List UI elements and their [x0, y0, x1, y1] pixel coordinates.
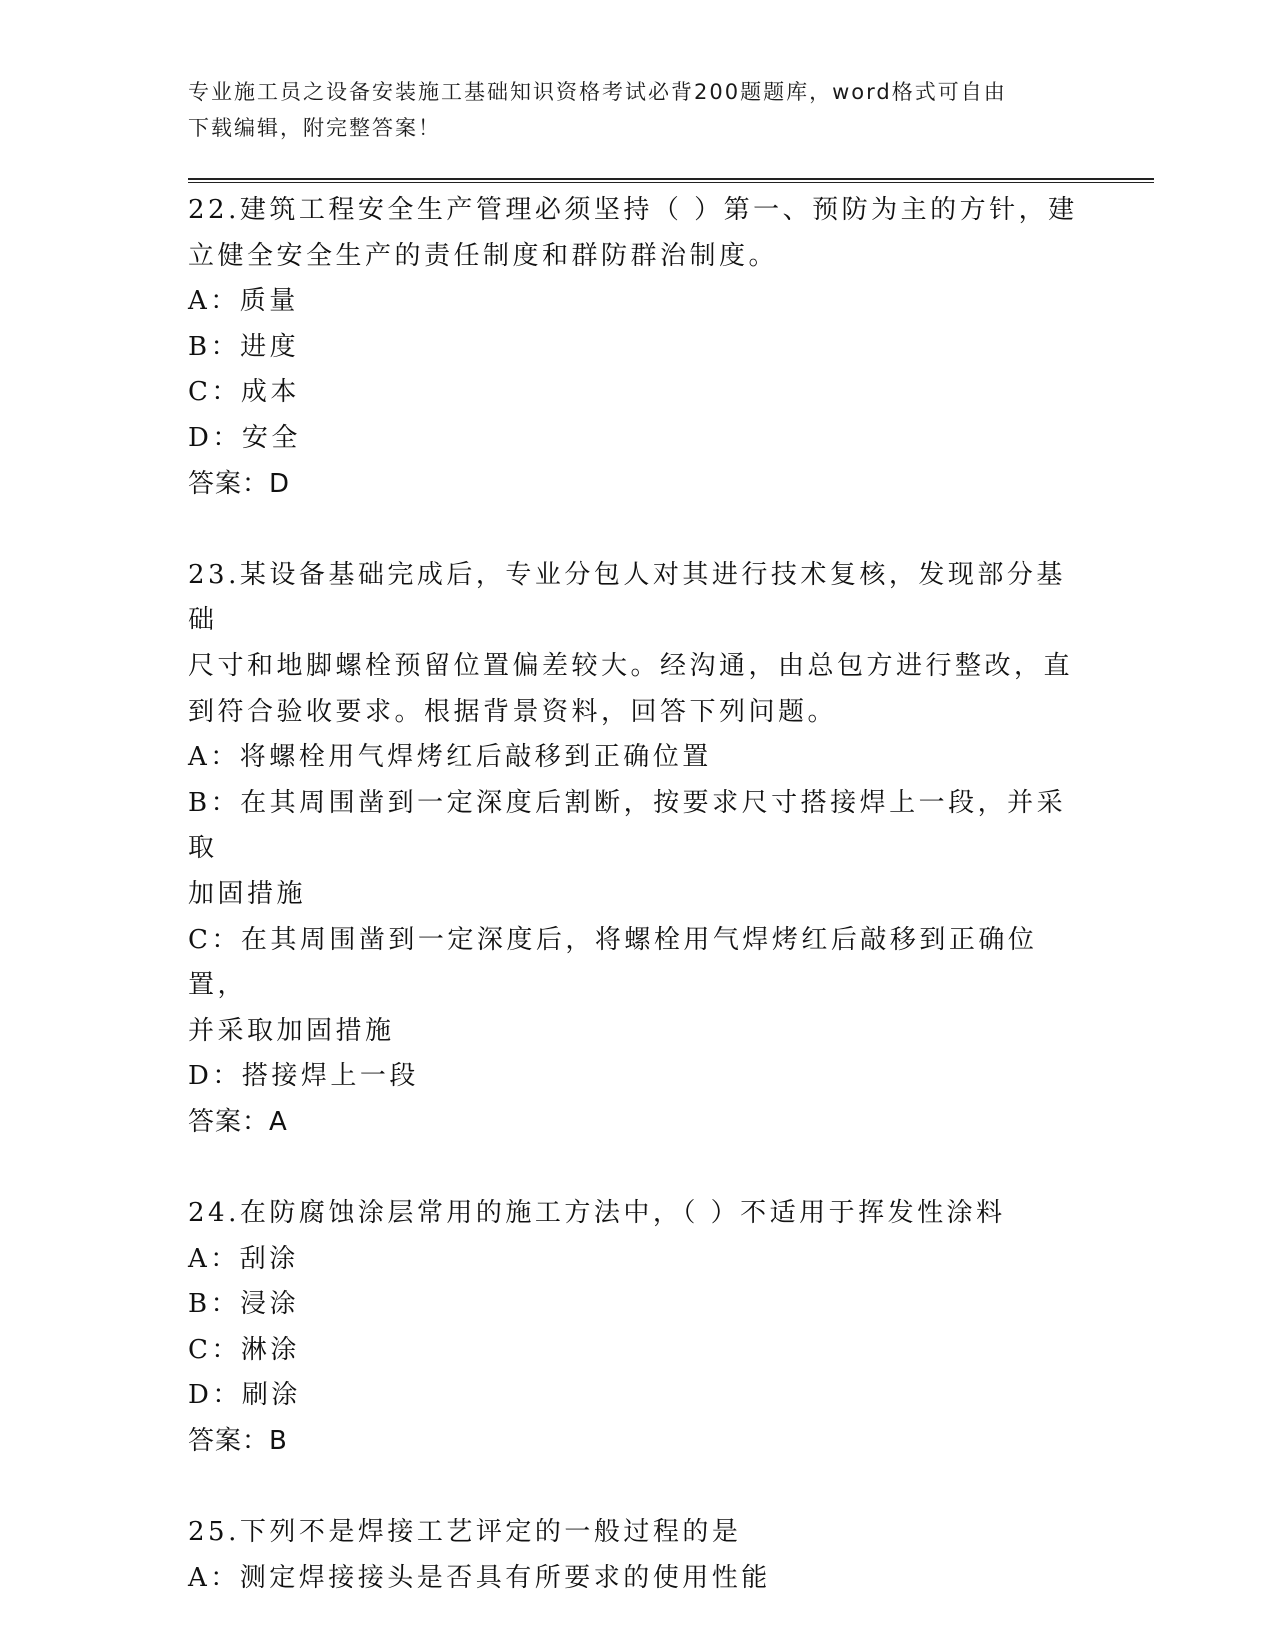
header-divider-thin	[188, 182, 1154, 183]
header-divider-thick	[188, 178, 1154, 180]
question-text-line: 到符合验收要求。根据背景资料，回答下列问题。	[188, 696, 838, 727]
question-block	[188, 188, 1088, 507]
option-line: D：安全	[188, 422, 301, 453]
question-block	[188, 553, 1088, 1146]
option-line: B：浸涂	[188, 1289, 300, 1320]
document-header	[188, 74, 1068, 146]
option-line: C：成本	[188, 377, 300, 408]
option-line: 并采取加固措施	[188, 1015, 395, 1046]
header-line-2: 下载编辑，附完整答案！	[188, 116, 441, 140]
question-text-line: 24.在防腐蚀涂层常用的施工方法中，（ ）不适用于挥发性涂料	[188, 1198, 1006, 1229]
option-line: A：质量	[188, 286, 299, 317]
question-text-line: 尺寸和地脚螺栓预留位置偏差较大。经沟通，由总包方进行整改，直	[188, 650, 1074, 681]
question-block	[188, 1510, 1088, 1601]
option-line: C：在其周围凿到一定深度后，将螺栓用气焊烤红后敲移到正确位置，	[188, 924, 1038, 1001]
option-line: D：刷涂	[188, 1380, 301, 1411]
question-text-line: 25.下列不是焊接工艺评定的一般过程的是	[188, 1517, 742, 1548]
option-line: B：进度	[188, 331, 300, 362]
option-line: D：搭接焊上一段	[188, 1061, 419, 1092]
question-text-line: 立健全安全生产的责任制度和群防群治制度。	[188, 240, 779, 271]
answer-label: 答案：B	[188, 1426, 288, 1457]
option-line: B：在其周围凿到一定深度后割断，按要求尺寸搭接焊上一段，并采取	[188, 787, 1067, 864]
question-block	[188, 1191, 1088, 1465]
option-line: A：将螺栓用气焊烤红后敲移到正确位置	[188, 742, 712, 773]
answer-label: 答案：A	[188, 1106, 288, 1137]
option-line: A：测定焊接接头是否具有所要求的使用性能	[188, 1562, 771, 1593]
option-line: 加固措施	[188, 878, 307, 909]
option-line: C：淋涂	[188, 1334, 300, 1365]
option-line: A：刮涂	[188, 1243, 299, 1274]
answer-label: 答案：D	[188, 468, 291, 499]
question-list	[188, 188, 1088, 1601]
question-text-line: 23.某设备基础完成后，专业分包人对其进行技术复核，发现部分基础	[188, 559, 1066, 636]
header-line-1: 专业施工员之设备安装施工基础知识资格考试必背200题题库，word格式可自由	[188, 80, 1007, 104]
question-text-line: 22.建筑工程安全生产管理必须坚持（ ）第一、预防为主的方针，建	[188, 195, 1078, 225]
